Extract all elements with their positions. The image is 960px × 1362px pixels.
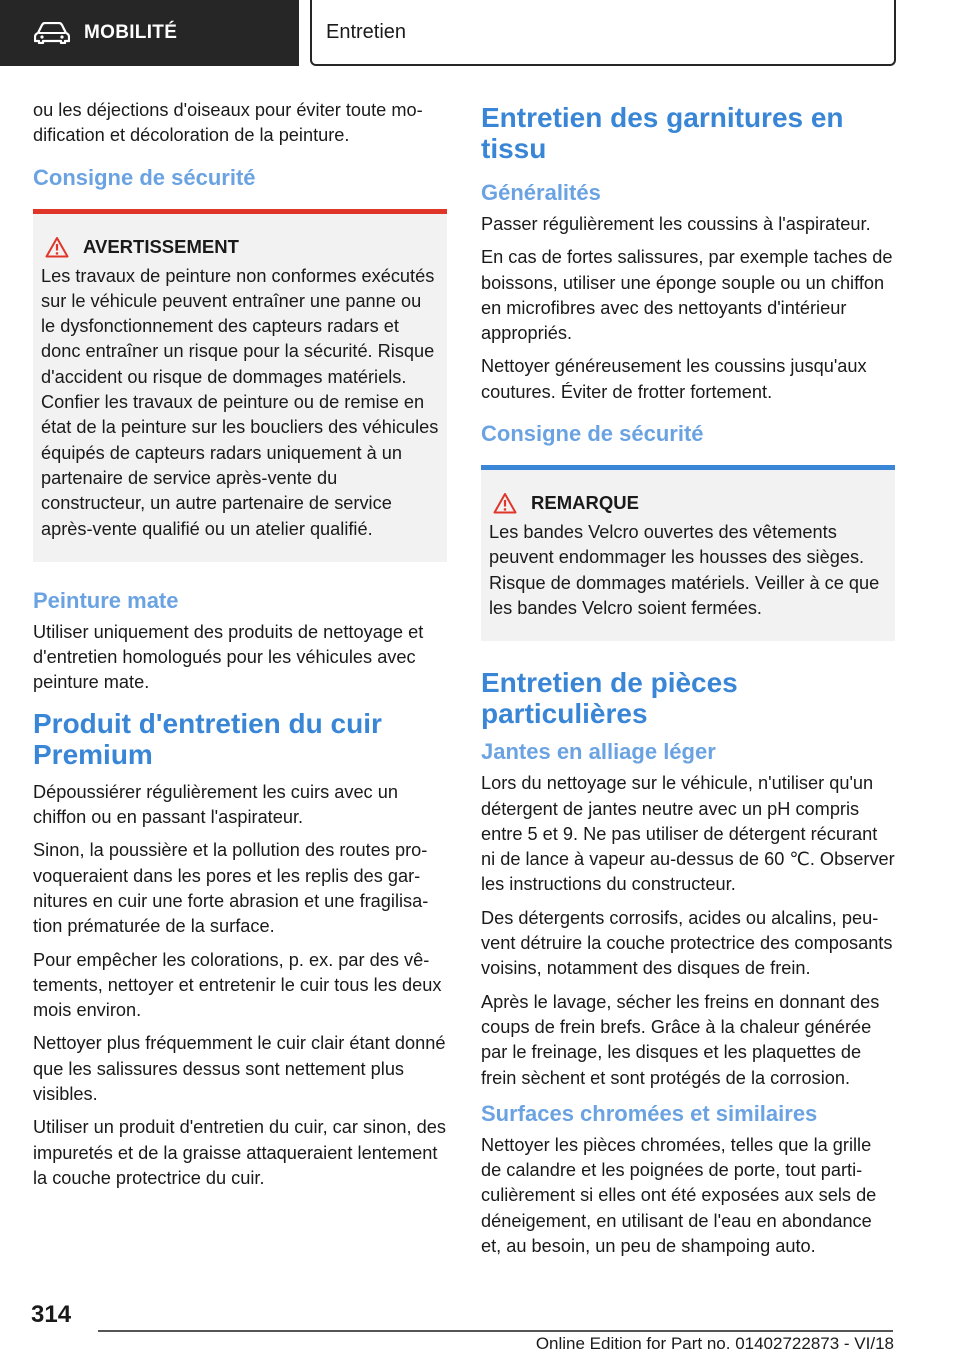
leather-paragraph-3: Pour empêcher les colorations, p. ex. par des vêtements, nettoyer et entretenir le cuir tous les deux mois environ. [33,949,442,1021]
page-number: 314 [31,1301,72,1328]
matte-paint-heading: Peinture mate [33,587,179,613]
leather-paragraph-5: Utiliser un produit d'entretien du cuir, car sinon, des impuretés et de la graisse attaqueraient lentement la couche protectrice du cuir. [33,1117,446,1188]
general-paragraph-3: Nettoyer généreusement les coussins jusqu'aux coutures. Éviter de frotter fortement. [481,356,867,402]
general-paragraph-1: Passer régulièrement les coussins à l'aspirateur. [481,214,871,234]
leather-care-heading: Produit d'entretien du cuir Premium [33,707,382,770]
note-text: Les bandes Velcro ouvertes des vêtements peuvent endommager les housses des sièges. Risque de dommages matériels. Veiller à ce que les bandes Velcro soient fermées. [489,522,880,618]
wheels-paragraph-2: Des détergents corrosifs, acides ou alcalins, peuvent détruire la couche protectrice des composants voisins, notamment des disques de frein. [481,907,893,979]
warning-text: Les travaux de peinture non conformes exécutés sur le véhicule peuvent entraîner une panne ou le dysfonctionnement des capteurs radars et donc entraîner un risque pour la sécurité. Risque d'accident ou risque de dommages matériels. Confier les travaux de peinture ou de remise en état de la peinture sur les boucliers des véhicules équipés de capteurs radars uniquement à un partenaire de service après-vente du constructeur, un autre partenaire de service après-vente qualifié ou un atelier qualifié. [41,265,439,539]
note-title: REMARQUE [531,492,639,514]
wheels-heading: Jantes en alliage léger [481,739,716,765]
note-title-row [493,492,887,514]
note-box [481,465,895,641]
general-heading: Généralités [481,180,601,205]
left-column [33,98,447,1199]
intro-paragraph: ou les déjections d'oiseaux pour éviter toute modification et décoloration de la peinture. [33,100,423,146]
section-title: MOBILITÉ [84,22,178,43]
chrome-heading: Surfaces chromées et similaires [481,1100,818,1126]
chapter-tab [310,0,896,66]
warning-box [33,209,447,562]
warning-triangle-icon [45,236,69,258]
chrome-paragraph-1: Nettoyer les pièces chromées, telles que la grille de calandre et les poignées de porte, tout particulièrement si elles ont été exposées aux sels de déneigement, en utilisant de l'eau en abondance et, au besoin, un peu de shampoing auto. [481,1134,877,1257]
section-tab [0,0,299,66]
warning-title-row [45,236,439,258]
car-icon [34,22,70,44]
safety-heading-left: Consigne de sécurité [33,164,256,190]
wheels-paragraph-1: Lors du nettoyage sur le véhicule, n'utiliser qu'un détergent de jantes neutre avec un pH compris entre 5 et 9. Ne pas utiliser de détergent récurant ni de lance à vapeur au-dessus de 60 ℃. Observer les instructions du constructeur. [481,773,895,895]
matte-paint-text: Utiliser uniquement des produits de nettoyage et d'entretien homologués pour les véhicules avec peinture mate. [33,621,424,693]
edition-text: Online Edition for Part no. 01402722873 - VI/18 [535,1334,894,1353]
wheels-paragraph-3: Après le lavage, sécher les freins en donnant des coups de frein brefs. Grâce à la chaleur générée par le freinage, les disques et les plaquettes de frein sèchent et sont protégés de la corrosion. [481,991,880,1088]
leather-paragraph-1: Dépoussiérer régulièrement les cuirs avec un chiffon ou en passant l'aspirateur. [33,781,398,828]
fabric-care-heading: Entretien des garnitures en tissu [481,102,844,164]
chapter-title: Entretien [326,20,407,43]
warning-title: AVERTISSEMENT [83,235,239,257]
right-column [481,98,895,1267]
parts-care-heading: Entretien de pièces particulières [481,667,738,730]
leather-paragraph-2: Sinon, la poussière et la pollution des routes provoqueraient dans les pores et les replis des garnitures en cuir une forte abrasion et une fragilisation prématurée de la surface. [33,840,429,937]
safety-heading-right: Consigne de sécurité [481,421,704,447]
general-paragraph-2: En cas de fortes salissures, par exemple taches de boissons, utiliser une éponge souple ou un chiffon en microfibres avec des nettoyants d'intérieur appropriés. [481,247,893,344]
warning-triangle-icon [493,492,517,514]
footer-divider [98,1330,893,1332]
leather-paragraph-4: Nettoyer plus fréquemment le cuir clair étant donné que les salissures dessus sont nettement plus visibles. [33,1033,446,1105]
page-header [0,0,960,66]
